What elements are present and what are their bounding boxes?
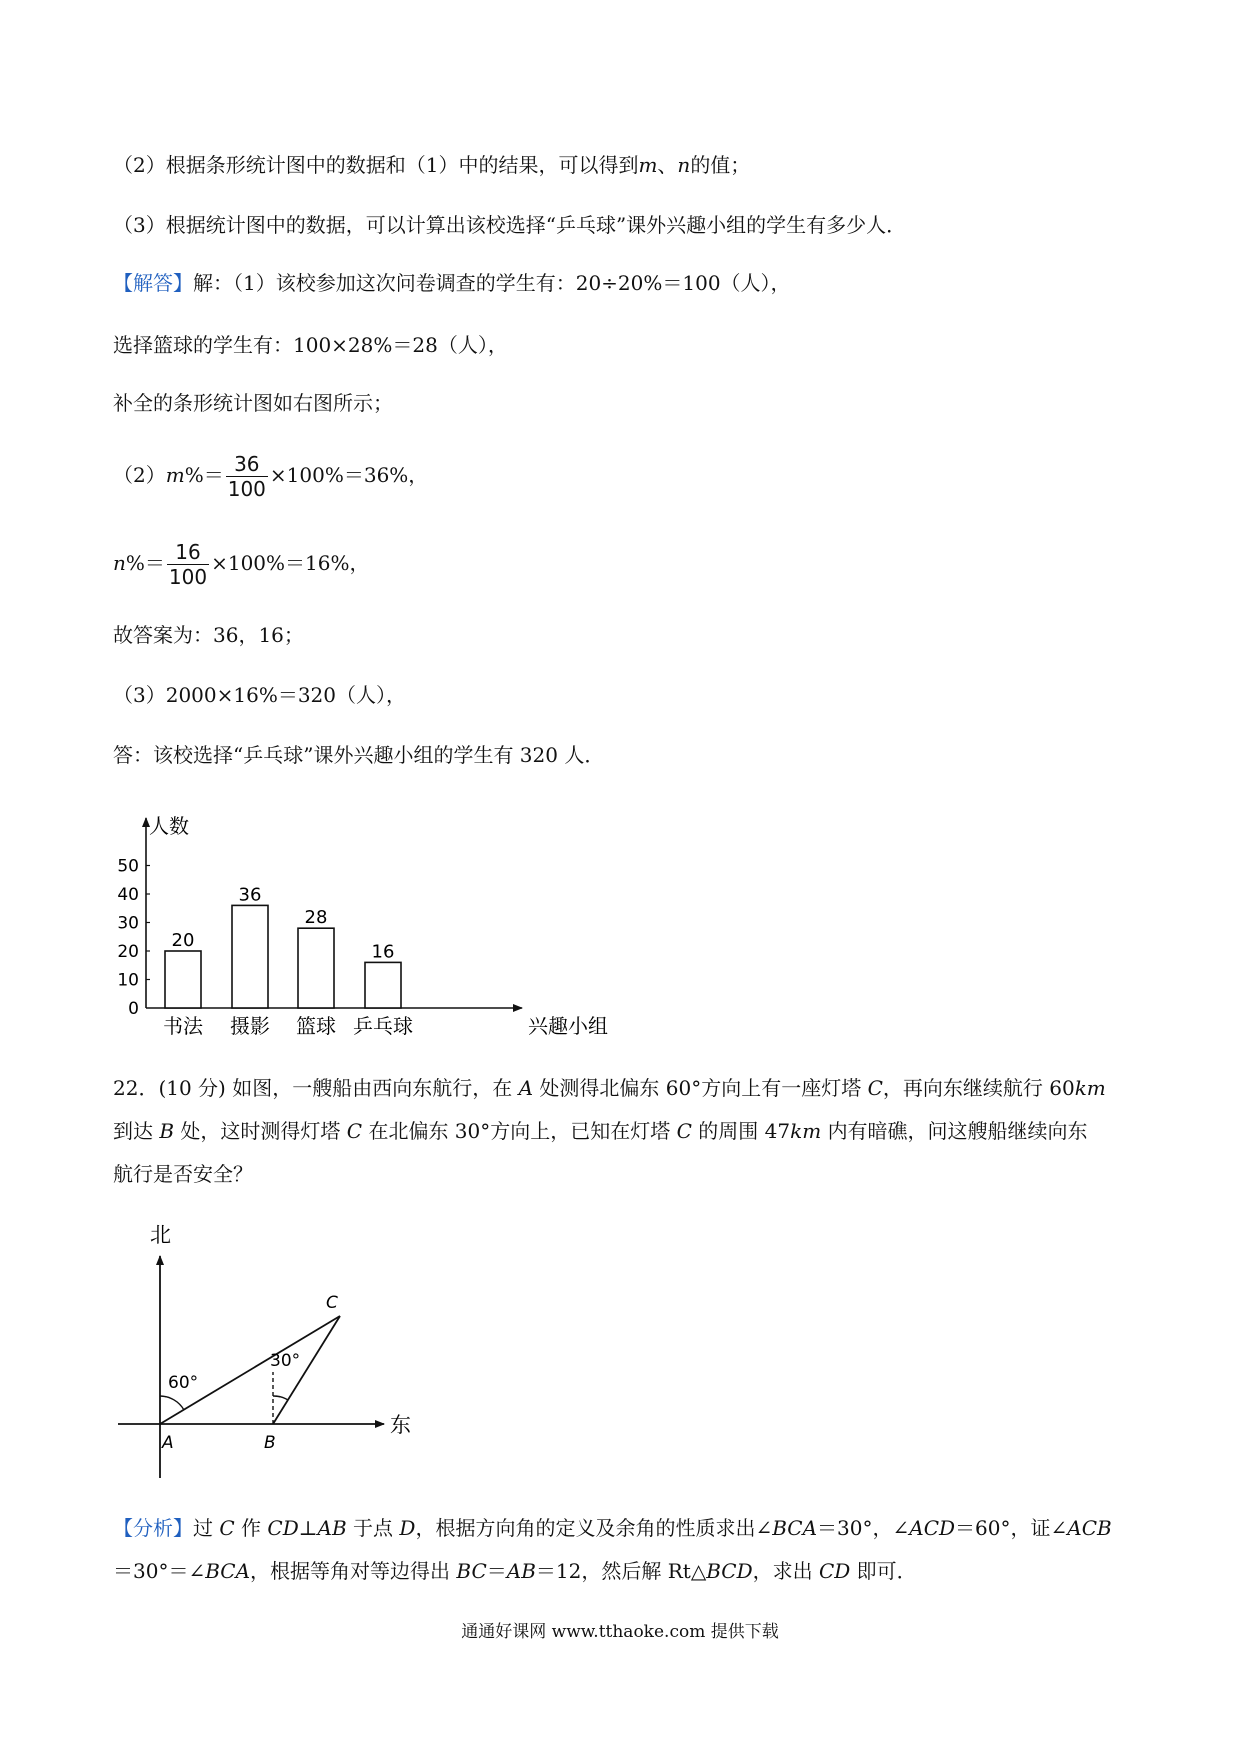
east-label: 东 <box>390 1413 411 1437</box>
question-22-line1: 22．(10 分) 如图，一艘船由西向东航行，在 A 处测得北偏东 60°方向上有一座灯塔 C，再向东继续航行 60km <box>113 1076 1106 1100</box>
analysis-l2-segment: ＝12，然后解 Rt△ <box>535 1559 707 1583</box>
bar-value-label: 28 <box>304 907 328 929</box>
category-label: 篮球 <box>296 1014 336 1038</box>
north-label: 北 <box>150 1223 171 1247</box>
fraction-16-100: $\frac{16}{100}$ <box>168 540 208 589</box>
answer-part3: （3）2000×16%＝320（人）， <box>113 683 407 707</box>
answer-m-formula: （2）m%＝ $\frac{36}{100}$ ×100%＝36%， <box>113 452 429 501</box>
point-C-label: C <box>326 1293 338 1313</box>
angle-arc-30 <box>273 1396 288 1400</box>
answer-final: 答：该校选择“乒乓球”课外兴趣小组的学生有 320 人． <box>113 743 605 767</box>
answer-tag: 【解答】 <box>113 271 193 295</box>
category-label: 乒乓球 <box>353 1014 413 1038</box>
analysis-line-1 <box>113 1513 1112 1543</box>
bar-value-label: 36 <box>238 884 262 906</box>
page-footer: 通通好课网 www.tthaoke.com 提供下载 <box>461 1622 779 1642</box>
navigation-diagram <box>110 1220 430 1490</box>
bar-chart <box>110 800 608 1040</box>
answer-line-3: 补全的条形统计图如右图所示； <box>113 391 393 415</box>
y-tick-label: 30 <box>117 913 139 934</box>
analysis-l2-segment: ，根据等角对等边得出 <box>250 1559 457 1583</box>
analysis-l2-segment: BCA <box>205 1559 251 1583</box>
answer-n-formula: n%＝ $\frac{16}{100}$ ×100%＝16%， <box>113 540 370 589</box>
question-21-part3: （3）根据统计图中的数据，可以计算出该校选择“乒乓球”课外兴趣小组的学生有多少人． <box>113 213 907 237</box>
analysis-l1-segment: AB <box>317 1516 347 1540</box>
analysis-l2-segment: CD <box>818 1559 851 1583</box>
question-22-line3: 航行是否安全？ <box>113 1162 253 1186</box>
analysis-l1-segment: 于点 <box>346 1516 400 1540</box>
segment-AC <box>160 1316 340 1424</box>
question-22-line2: 到达 B 处，这时测得灯塔 C 在北偏东 30°方向上，已知在灯塔 C 的周围 47km 内有暗礁，问这艘船继续向东 <box>113 1119 1088 1143</box>
analysis-l1-segment: ACD <box>909 1516 956 1540</box>
y-axis-label: 人数 <box>149 814 189 838</box>
answer-result: 故答案为：36，16； <box>113 623 304 647</box>
answer-line-1: 【解答】解：（1）该校参加这次问卷调查的学生有：20÷20%＝100（人）， <box>113 271 791 295</box>
bar-value-label: 20 <box>171 930 195 951</box>
analysis-l2-segment: ＝ <box>486 1559 507 1583</box>
analysis-l1-segment: 过 <box>193 1516 220 1540</box>
bar-3 <box>298 928 334 1008</box>
angle-30-label: 30° <box>270 1351 301 1371</box>
y-tick-label: 40 <box>117 885 139 905</box>
analysis-l1-segment: 作 <box>234 1516 268 1540</box>
y-tick-label: 20 <box>117 942 139 962</box>
bar-value-label: 16 <box>371 941 395 963</box>
analysis-l2-segment: ，求出 <box>752 1559 819 1583</box>
bar-1 <box>165 951 201 1008</box>
bar-4 <box>365 962 401 1008</box>
fraction-36-100: $\frac{36}{100}$ <box>227 452 266 501</box>
analysis-l2-segment: AB <box>506 1559 536 1583</box>
analysis-l1-segment: ，根据方向角的定义及余角的性质求出∠ <box>415 1516 773 1540</box>
analysis-l2-segment: 即可． <box>850 1559 917 1583</box>
analysis-l1-segment: D <box>399 1516 416 1540</box>
analysis-l1-segment: ⊥ <box>298 1516 318 1540</box>
x-axis-label: 兴趣小组 <box>528 1014 608 1038</box>
analysis-tag: 【分析】 <box>113 1516 193 1540</box>
analysis-line-2 <box>113 1556 917 1586</box>
analysis-l2-segment: ＝30°＝∠ <box>113 1559 206 1583</box>
analysis-l2-segment: BC <box>456 1559 487 1583</box>
analysis-l1-segment: BCA <box>772 1516 818 1540</box>
y-tick-label: 50 <box>117 856 139 877</box>
category-label: 摄影 <box>230 1014 270 1038</box>
analysis-l1-segment: ＝30°，∠ <box>817 1516 910 1540</box>
answer-line-2: 选择篮球的学生有：100×28%＝28（人）， <box>113 333 508 357</box>
analysis-l1-segment: ACB <box>1067 1516 1112 1540</box>
category-label: 书法 <box>163 1014 203 1038</box>
analysis-l1-segment: CD <box>267 1516 299 1540</box>
y-tick-label: 10 <box>117 970 139 991</box>
question-21-part2: （2）根据条形统计图中的数据和（1）中的结果，可以得到m、n的值； <box>113 153 751 177</box>
angle-arc-60 <box>160 1396 184 1410</box>
point-A-label: A <box>162 1433 174 1453</box>
analysis-l1-segment: ＝60°，证∠ <box>955 1516 1068 1540</box>
y-tick-label: 0 <box>128 999 139 1019</box>
analysis-l1-segment: C <box>219 1516 235 1540</box>
angle-60-label: 60° <box>168 1373 199 1393</box>
analysis-l2-segment: BCD <box>706 1559 753 1583</box>
bar-2 <box>232 905 268 1008</box>
point-B-label: B <box>264 1433 276 1453</box>
